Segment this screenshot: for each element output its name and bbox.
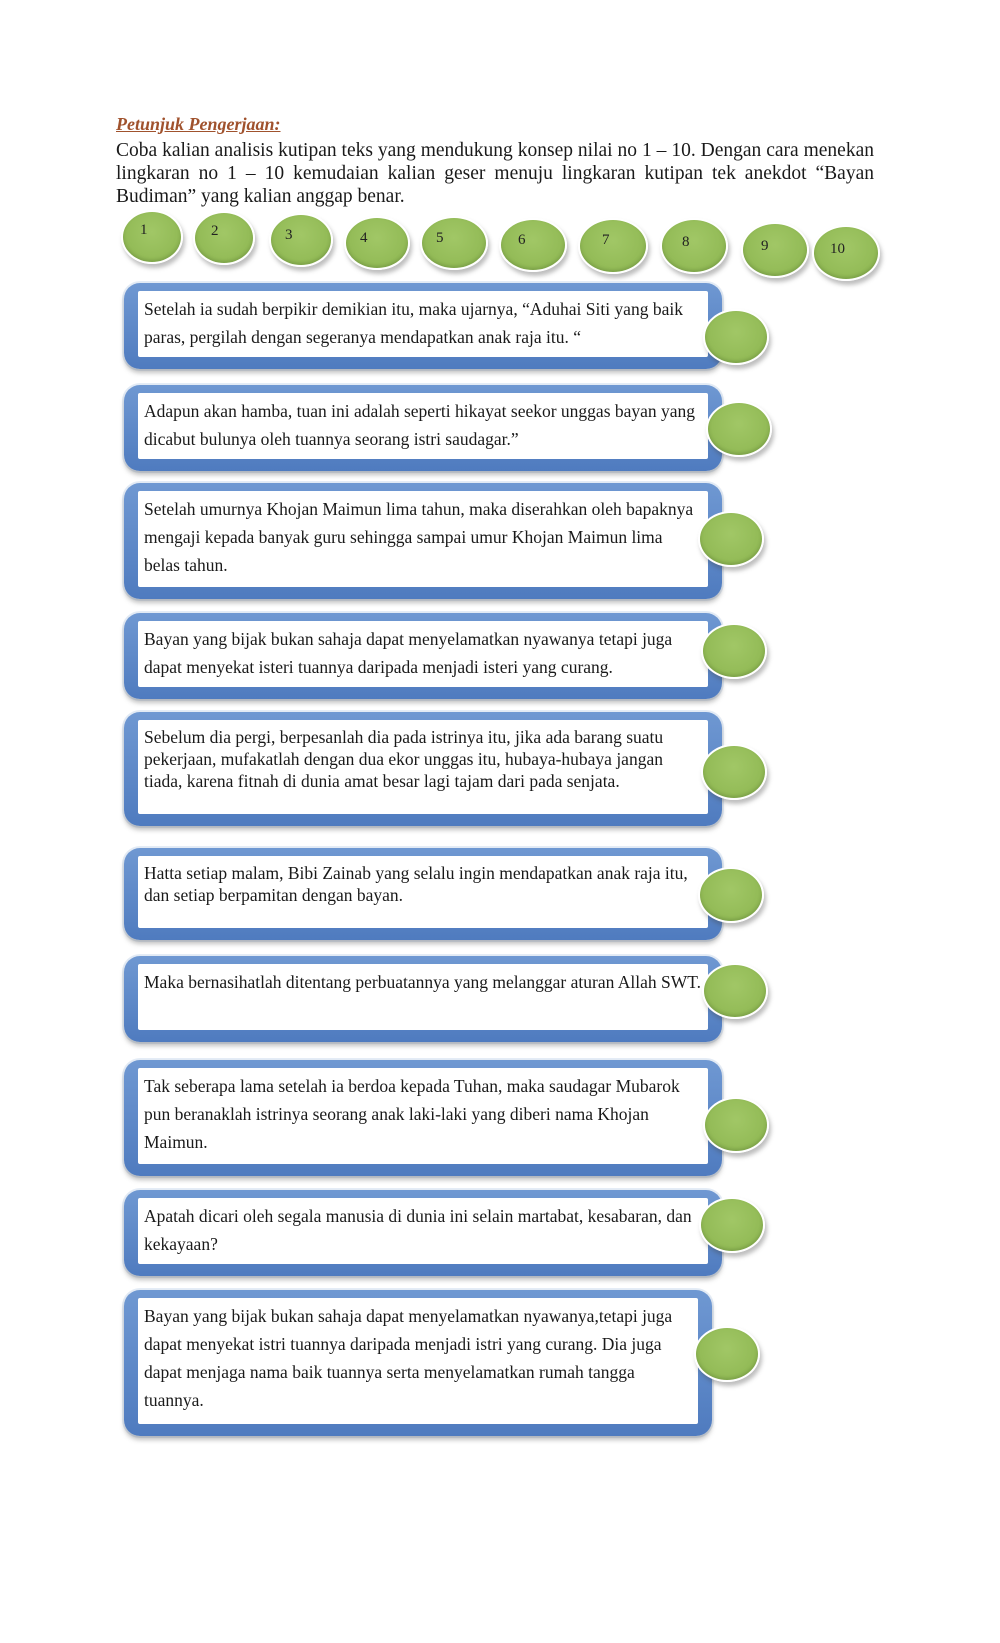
quote-card-5 [124,712,722,826]
quote-text: Setelah umurnya Khojan Maimun lima tahun, maka diserahkan oleh bapaknya mengaji kepada banyak guru sehingga sampai umur Khojan Maimun lima belas tahun. [138,491,708,587]
quote-text: Maka bernasihatlah ditentang perbuatannya yang melanggar aturan Allah SWT. [138,964,708,1030]
drop-circle-7[interactable] [702,963,768,1019]
number-circle-10[interactable] [812,225,880,281]
drop-circle-5[interactable] [701,744,767,800]
number-circle-3[interactable] [269,213,333,267]
number-circle-2[interactable] [193,211,255,265]
number-label: 8 [682,234,690,250]
number-label: 2 [211,223,219,239]
number-circle-7[interactable] [578,218,648,274]
number-label: 3 [285,227,293,243]
drop-circle-4[interactable] [701,623,767,679]
drop-circle-8[interactable] [703,1097,769,1153]
instructions-heading: Petunjuk Pengerjaan: [116,114,281,134]
quote-card-2 [124,385,722,471]
number-label: 5 [436,230,444,246]
quote-text: Setelah ia sudah berpikir demikian itu, maka ujarnya, “Aduhai Siti yang baik paras, pergilah dengan segeranya mendapatkan anak raja itu. “ [138,291,708,357]
quote-text: Adapun akan hamba, tuan ini adalah seperti hikayat seekor unggas bayan yang dicabut bulunya oleh tuannya seorang istri saudagar.” [138,393,708,459]
quote-card-6 [124,848,722,940]
number-label: 4 [360,230,368,246]
number-circle-1[interactable] [121,210,183,264]
number-circle-5[interactable] [420,216,488,270]
quote-text: Apatah dicari oleh segala manusia di dunia ini selain martabat, kesabaran, dan kekayaan? [138,1198,708,1264]
quote-card-9 [124,1190,722,1276]
quote-card-4 [124,613,722,699]
quote-card-8 [124,1060,722,1176]
quote-card-10 [124,1290,712,1436]
drop-circle-2[interactable] [706,401,772,457]
drop-circle-10[interactable] [694,1326,760,1382]
instructions-text: Coba kalian analisis kutipan teks yang mendukung konsep nilai no 1 – 10. Dengan cara menekan lingkaran no 1 – 10 kemudaian kalian geser menuju lingkaran kutipan tek anekdot “Bayan Budiman” yang kalian anggap benar. [116,140,874,207]
quote-text: Hatta setiap malam, Bibi Zainab yang selalu ingin mendapatkan anak raja itu, dan setiap berpamitan dengan bayan. [138,856,708,928]
quote-card-7 [124,956,722,1042]
number-label: 10 [830,241,845,257]
quote-card-1 [124,283,722,369]
quote-text: Bayan yang bijak bukan sahaja dapat menyelamatkan nyawanya tetapi juga dapat menyekat isteri tuannya daripada menjadi isteri yang curang. [138,621,708,687]
quote-text: Bayan yang bijak bukan sahaja dapat menyelamatkan nyawanya,tetapi juga dapat menyekat istri tuannya daripada menjadi istri yang curang. Dia juga dapat menjaga nama baik tuannya serta menyelamatkan rumah tangga tuannya. [138,1298,698,1424]
quote-text: Sebelum dia pergi, berpesanlah dia pada istrinya itu, jika ada barang suatu pekerjaan, mufakatlah dengan dua ekor unggas itu, hubaya-hubaya jangan tiada, karena fitnah di dunia amat besar lagi tajam dari pada senjata. [138,720,708,814]
number-label: 7 [602,232,610,248]
drop-circle-9[interactable] [699,1197,765,1253]
drop-circle-1[interactable] [703,309,769,365]
number-circle-6[interactable] [499,218,567,272]
number-label: 1 [140,222,148,238]
drop-circle-6[interactable] [698,867,764,923]
drop-circle-3[interactable] [698,511,764,567]
number-circle-8[interactable] [660,218,728,274]
quote-text: Tak seberapa lama setelah ia berdoa kepada Tuhan, maka saudagar Mubarok pun beranaklah istrinya seorang anak laki-laki yang diberi nama Khojan Maimun. [138,1068,708,1164]
number-label: 9 [761,238,769,254]
number-circle-9[interactable] [741,222,809,278]
quote-card-3 [124,483,722,599]
number-circle-4[interactable] [344,216,410,270]
number-label: 6 [518,232,526,248]
